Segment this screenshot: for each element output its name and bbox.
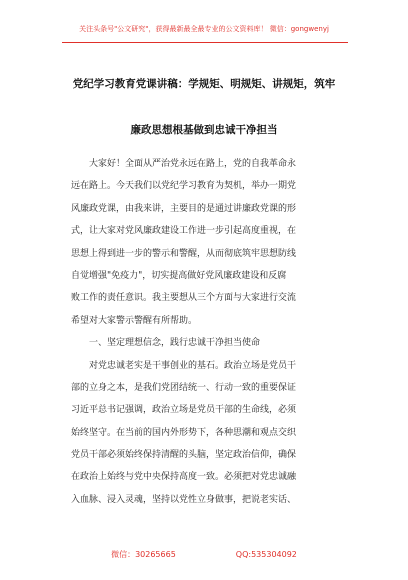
paragraph-line: 在政治上始终与党中央保持高度一致。必须把对党忠诚融 [71, 472, 297, 483]
paragraph-line: 思想上得到进一步的警示和警醒，从而彻底筑牢思想防线 [71, 248, 297, 259]
document-title-line-2: 廉政思想根基做到忠诚干净担当 [130, 124, 278, 136]
paragraph-line: 败工作的责任意识。我主要想从三个方面与大家进行交流 [71, 293, 297, 304]
header-banner: 关注头条号"公文研究"，获得最新最全最专业的公文资料库！ 微信：gongwenyj [79, 25, 329, 33]
footer-qq: QQ:535304092 [235, 550, 297, 559]
footer-wechat: 微信：30265665 [111, 550, 176, 559]
paragraph-line: 对党忠诚老实是干事创业的基石。政治立场是党员干 [89, 360, 297, 371]
paragraph-line: 远在路上。今天我们以党纪学习教育为契机，举办一期党 [71, 181, 297, 192]
paragraph-line: 风廉政党课，由我来讲，主要目的是通过讲廉政党课的形 [71, 203, 297, 214]
paragraph-line: 习近平总书记强调，政治立场是党员干部的生命线，必须 [71, 405, 297, 416]
paragraph-line: 自觉增强"免疫力"，切实提高做好党风廉政建设和反腐 [71, 270, 287, 281]
paragraph-line: 希望对大家警示警醒有所帮助。 [71, 315, 198, 326]
paragraph-line: 始终坚守。在当前的国内外形势下，各种思潮和观点交织 [71, 427, 297, 438]
paragraph-line: 党员干部必须始终保持清醒的头脑，坚定政治信仰，确保 [71, 450, 297, 461]
header-divider [62, 42, 348, 43]
section-heading: 一、坚定理想信念，践行忠诚干净担当使命 [89, 338, 261, 349]
paragraph-line: 大家好！全面从严治党永远在路上，党的自我革命永 [89, 159, 297, 169]
paragraph-line: 式，让大家对党风廉政建设工作进一步引起高度重视，在 [71, 226, 297, 237]
paragraph-line: 部的立身之本，是我们党团结统一、行动一致的重要保证 [71, 382, 297, 393]
footer-contact [0, 549, 408, 560]
paragraph-line: 入血脉、浸入灵魂，坚持以党性立身做事，把说老实话、 [71, 494, 297, 505]
document-body [71, 153, 341, 511]
document-title-line-1: 党纪学习教育党课讲稿：学规矩、明规矩、讲规矩，筑牢 [72, 78, 336, 90]
